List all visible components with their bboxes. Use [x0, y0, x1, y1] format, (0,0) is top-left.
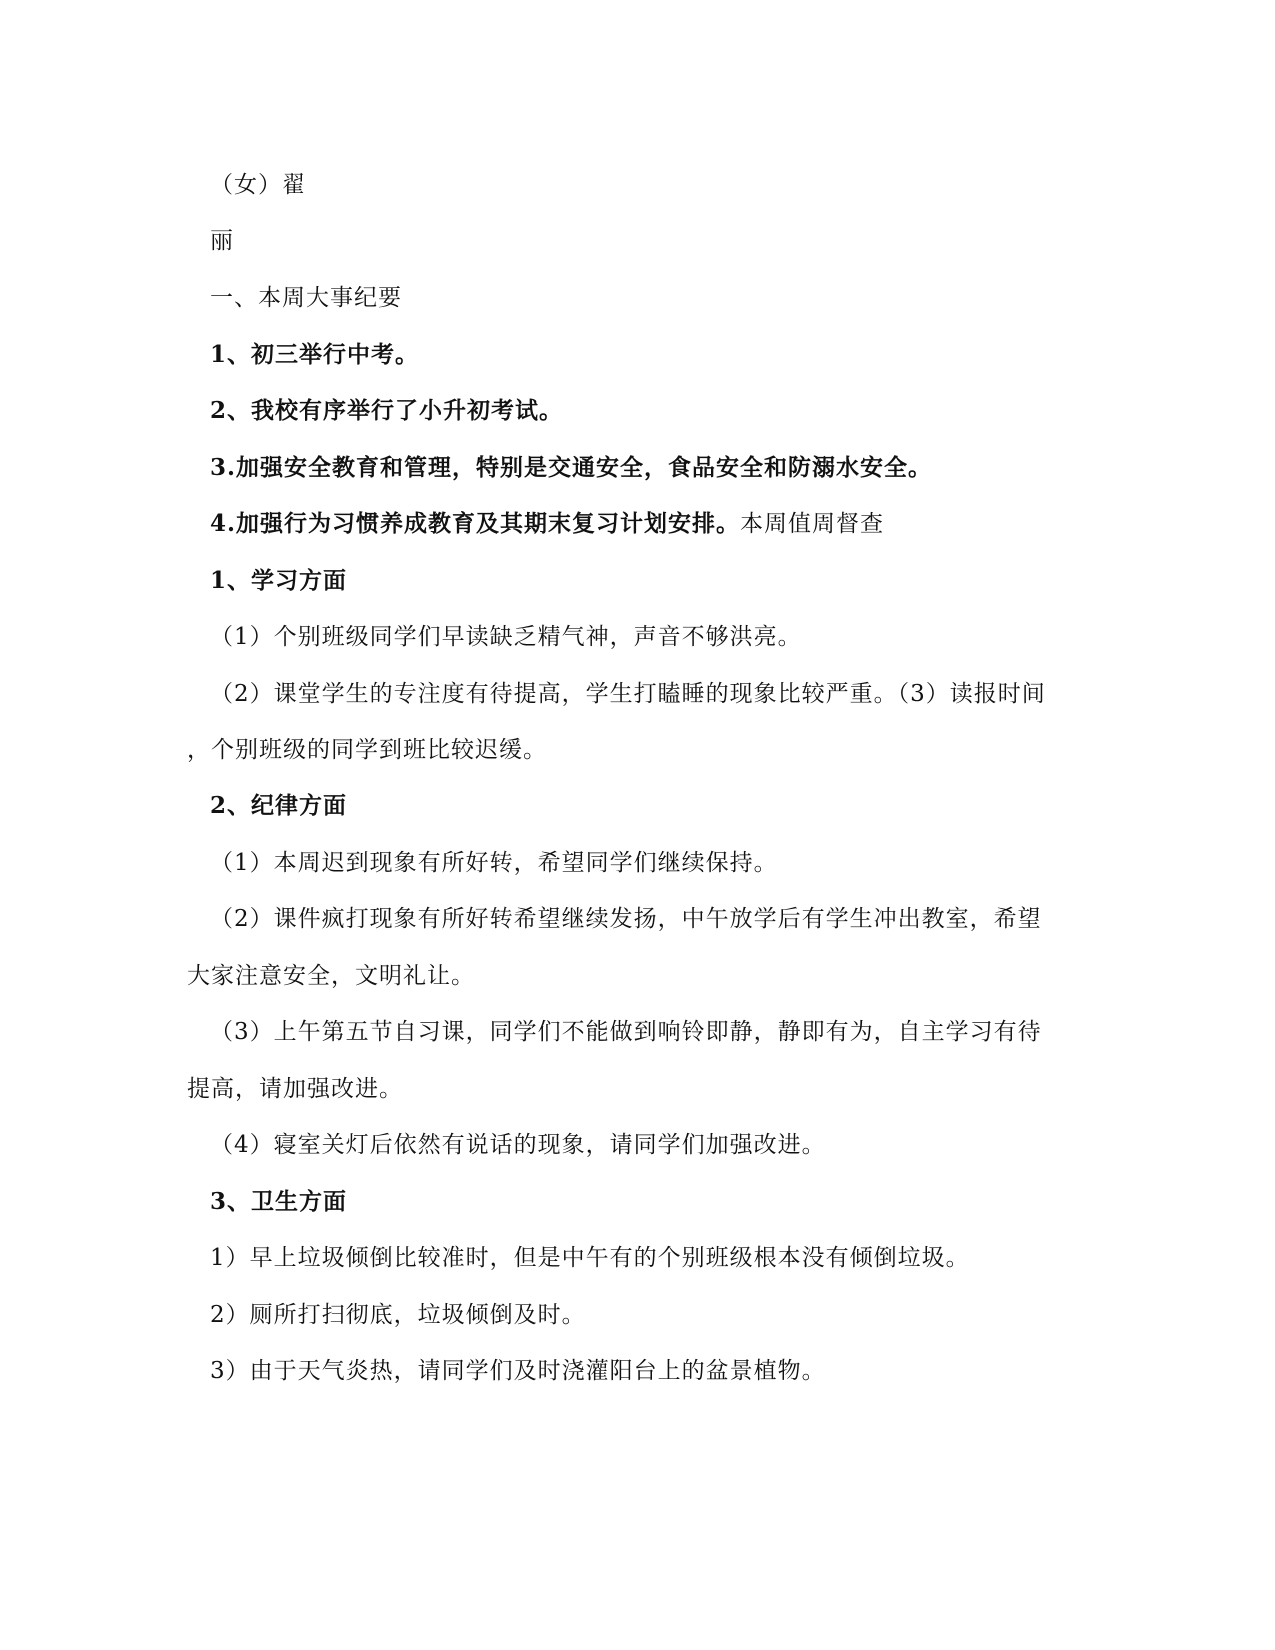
discipline-paragraph-3-line-1: （3）上午第五节自习课，同学们不能做到响铃即静，静即有为，自主学习有待	[210, 1019, 1042, 1045]
study-paragraph-2-line-1: （2）课堂学生的专注度有待提高，学生打瞌睡的现象比较严重。（3）读报时间	[210, 681, 1046, 707]
section-hygiene-title: 3、卫生方面	[210, 1188, 348, 1215]
events-item-1: 1、初三举行中考。	[210, 341, 420, 368]
hygiene-paragraph-3: 3）由于天气炎热，请同学们及时浇灌阳台上的盆景植物。	[210, 1358, 826, 1384]
events-item-4-rest: 本周值周督查	[740, 511, 885, 537]
discipline-paragraph-1: （1）本周迟到现象有所好转，希望同学们继续保持。	[210, 850, 778, 876]
discipline-paragraph-4: （4）寝室关灯后依然有说话的现象，请同学们加强改进。	[210, 1132, 826, 1158]
header-line-2: 丽	[210, 228, 234, 254]
events-item-4-bold: 4.加强行为习惯养成教育及其期末复习计划安排。	[210, 510, 741, 537]
events-item-4	[210, 509, 884, 539]
section-discipline-title: 2、纪律方面	[210, 792, 348, 819]
section-study-title: 1、学习方面	[210, 567, 348, 594]
study-paragraph-1: （1）个别班级同学们早读缺乏精气神，声音不够洪亮。	[210, 624, 802, 650]
hygiene-paragraph-2: 2）厕所打扫彻底，垃圾倾倒及时。	[210, 1302, 586, 1328]
section-events-title: 一、本周大事纪要	[210, 285, 402, 311]
study-paragraph-2-line-2: ，个别班级的同学到班比较迟缓。	[187, 737, 547, 763]
discipline-paragraph-3-line-2: 提高，请加强改进。	[187, 1076, 403, 1102]
discipline-paragraph-2-line-1: （2）课件疯打现象有所好转希望继续发扬，中午放学后有学生冲出教室，希望	[210, 906, 1042, 932]
events-item-3: 3.加强安全教育和管理，特别是交通安全，食品安全和防溺水安全。	[210, 454, 933, 481]
header-line-1: （女）翟	[210, 172, 306, 198]
events-item-2: 2、我校有序举行了小升初考试。	[210, 397, 564, 424]
discipline-paragraph-2-line-2: 大家注意安全，文明礼让。	[187, 963, 475, 989]
hygiene-paragraph-1: 1）早上垃圾倾倒比较准时，但是中午有的个别班级根本没有倾倒垃圾。	[210, 1245, 970, 1271]
